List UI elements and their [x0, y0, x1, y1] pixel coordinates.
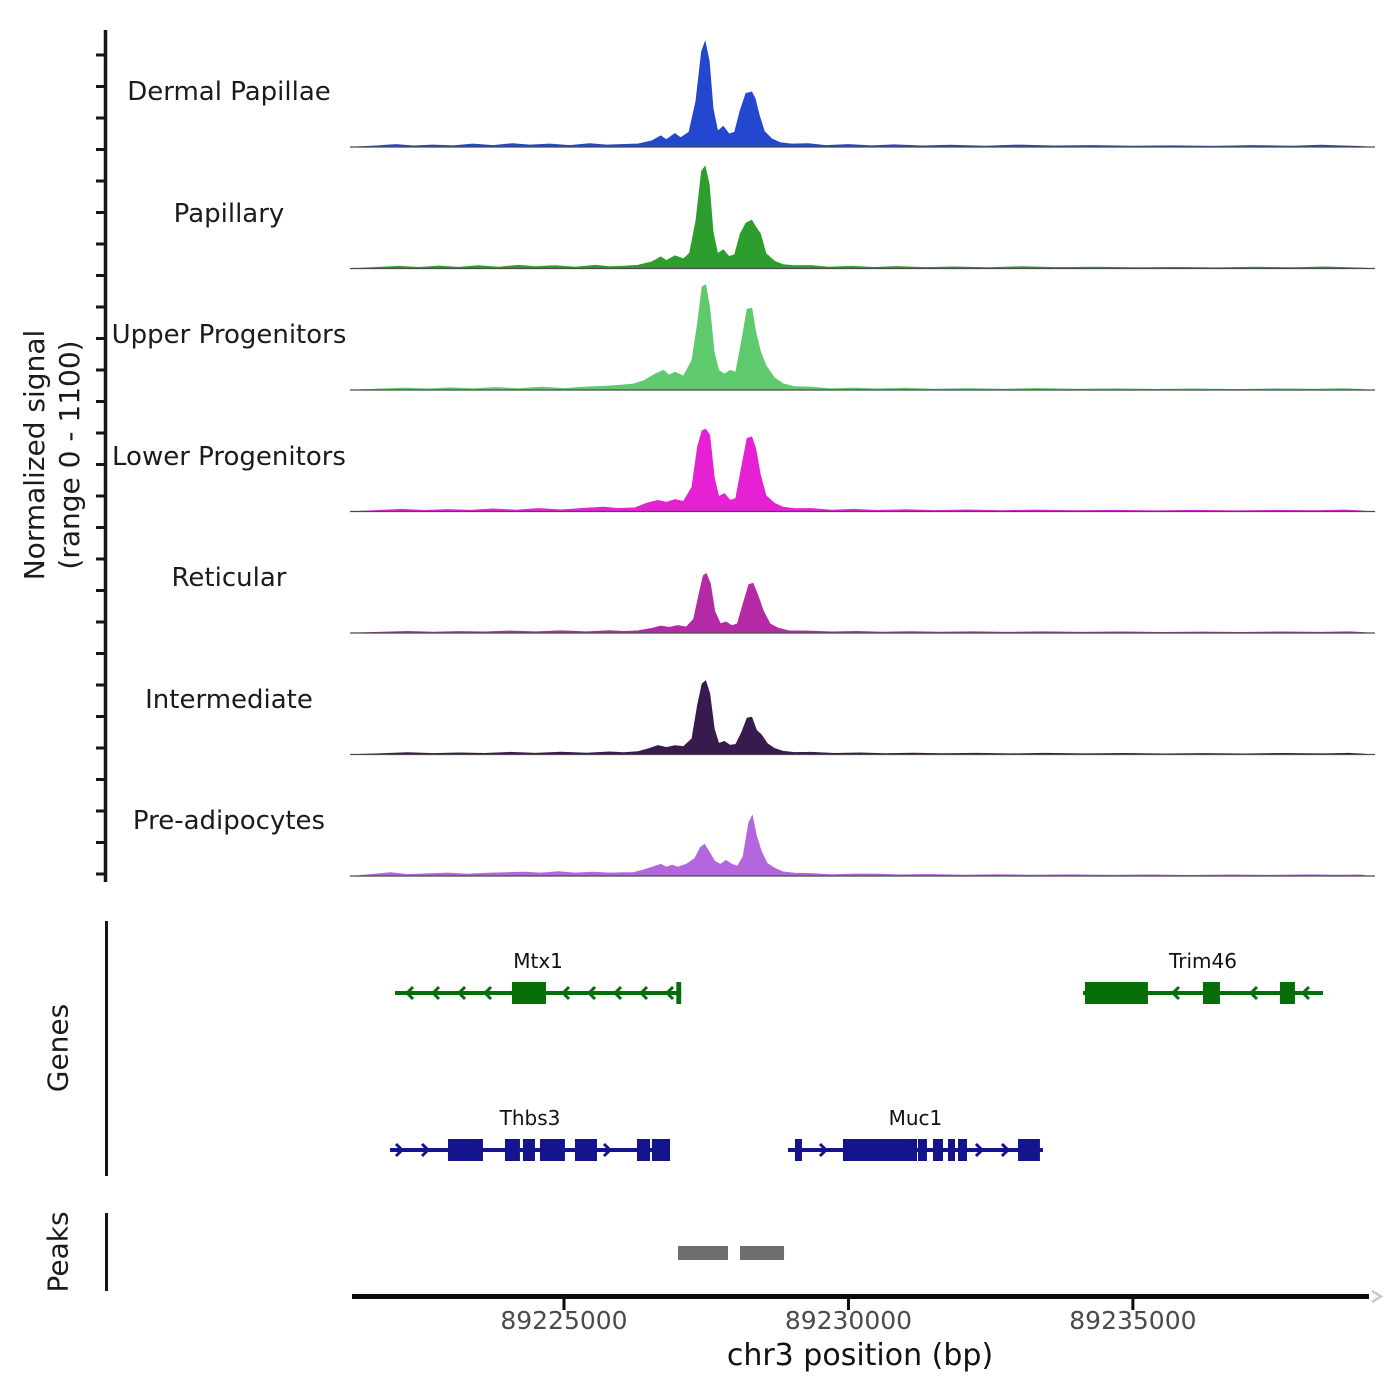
track-label-intermediate: Intermediate: [145, 684, 313, 715]
gene-exon-mtx1: [676, 982, 681, 1004]
gene-exon-muc1: [918, 1139, 927, 1161]
gene-exon-thbs3: [540, 1139, 565, 1161]
gene-exon-muc1: [948, 1139, 955, 1161]
peak-interval-2: [740, 1246, 784, 1260]
track-label-pre-adipocytes: Pre-adipocytes: [132, 806, 326, 836]
track-label-papillary: Papillary: [173, 198, 285, 229]
x-tick-label-89225000: 89225000: [500, 1306, 628, 1335]
gene-exon-thbs3: [652, 1139, 670, 1161]
gene-exon-thbs3: [523, 1139, 535, 1161]
signal-area-dermal-papillae: [352, 42, 1368, 147]
x-axis-line: [352, 1294, 1369, 1299]
gene-exon-thbs3: [448, 1139, 483, 1161]
peak-interval-1: [678, 1246, 728, 1260]
track-label-lower-progenitors: Lower Progenitors: [112, 441, 346, 472]
track-label-reticular: Reticular: [171, 563, 287, 593]
x-axis-title: chr3 position (bp): [726, 1338, 994, 1373]
gene-exon-thbs3: [575, 1139, 597, 1161]
peaks-section-label: Peaks: [41, 1211, 75, 1293]
signal-area-lower-progenitors: [352, 429, 1368, 511]
gene-exon-mtx1: [512, 982, 546, 1004]
signal-area-intermediate: [352, 681, 1368, 755]
gene-exon-thbs3: [637, 1139, 650, 1161]
gene-label-thbs3: Thbs3: [499, 1106, 561, 1130]
gene-exon-trim46: [1085, 982, 1148, 1004]
track-label-dermal-papillae: Dermal Papillae: [127, 77, 331, 107]
y-axis-title-line1: Normalized signal: [18, 329, 51, 581]
gene-label-muc1: Muc1: [888, 1106, 943, 1130]
gene-exon-trim46: [1280, 982, 1295, 1004]
signal-area-upper-progenitors: [352, 285, 1368, 390]
signal-area-pre-adipocytes: [352, 816, 1368, 876]
y-axis-title-line2: (range 0 - 1100): [53, 340, 86, 570]
y-axis-title: [17, 330, 87, 581]
gene-label-mtx1: Mtx1: [513, 949, 563, 973]
gene-exon-muc1: [795, 1139, 802, 1161]
signal-area-reticular: [352, 574, 1368, 633]
axis-end-arrow-icon: [1372, 1291, 1381, 1302]
gene-exon-thbs3: [505, 1139, 520, 1161]
gene-label-trim46: Trim46: [1168, 949, 1237, 973]
x-tick-label-89230000: 89230000: [784, 1306, 913, 1335]
signal-area-papillary: [352, 166, 1368, 268]
gene-exon-muc1: [1018, 1139, 1040, 1161]
gene-exon-muc1: [933, 1139, 943, 1161]
gene-exon-trim46: [1203, 982, 1220, 1004]
x-tick-label-89235000: 89235000: [1069, 1306, 1197, 1335]
track-label-upper-progenitors: Upper Progenitors: [111, 320, 347, 350]
gene-exon-muc1: [958, 1139, 967, 1161]
gene-exon-muc1: [843, 1139, 917, 1161]
genes-section-label: Genes: [41, 1003, 75, 1093]
